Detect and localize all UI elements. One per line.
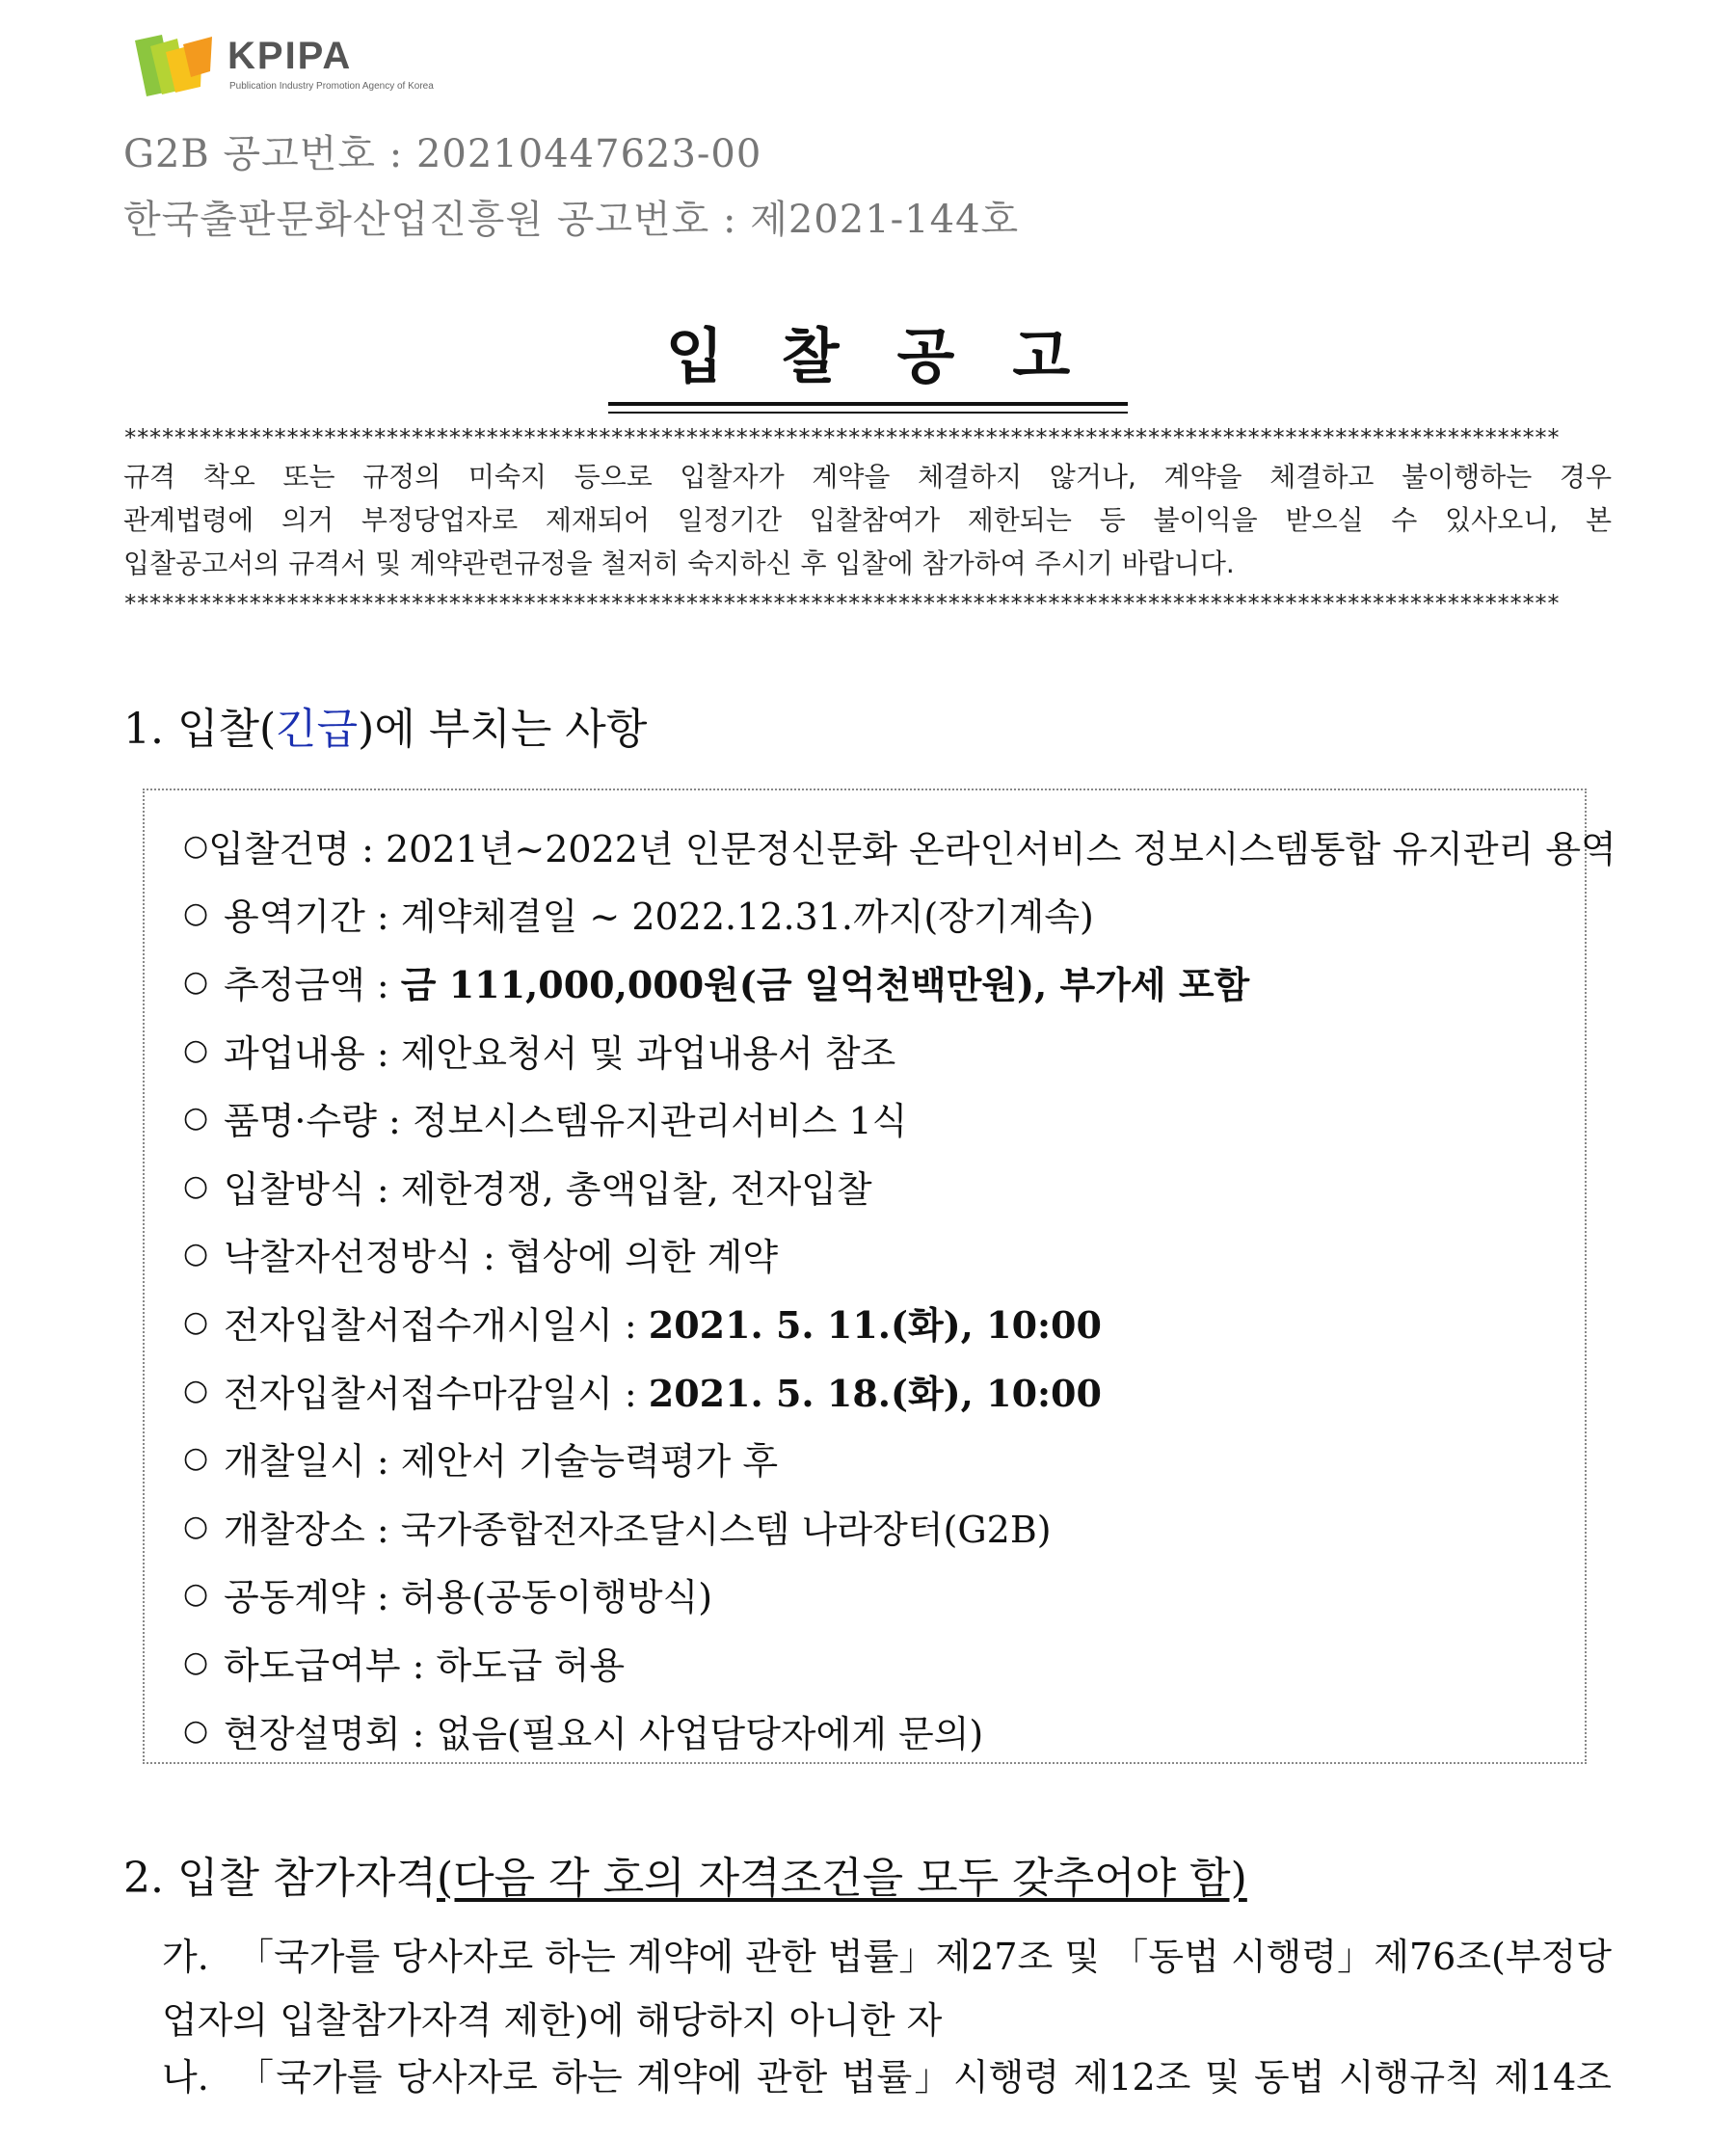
section-heading-prefix: 1. 입찰( [123, 705, 277, 754]
list-item [183, 1492, 1565, 1561]
bullet-icon: ○ [183, 1644, 209, 1679]
item-text: 현장설명회 : 없음(필요시 사업담당자에게 문의) [224, 1712, 984, 1755]
section-heading-1 [123, 694, 647, 756]
bullet-icon: ○ [183, 1168, 209, 1203]
list-item [162, 1923, 1612, 1991]
bullet-icon: ○ [183, 1032, 209, 1067]
bullet-icon: ○ [183, 1577, 209, 1612]
item-text: 「국가를 당사자로 하는 계약에 관한 법률」제27조 및 「동법 시행령」제76조(부정당 [237, 1936, 1612, 1978]
bullet-icon: ○ [183, 1509, 209, 1543]
item-text-continued: 업자의 입찰참가자격 제한)에 해당하지 아니한 자 [162, 1999, 943, 2042]
section-heading-prefix: 2. 입찰 참가자격 [123, 1854, 437, 1903]
item-text: 하도급여부 : 하도급 허용 [224, 1644, 626, 1687]
list-item [183, 948, 1565, 1016]
item-text: 「국가를 당사자로 하는 계약에 관한 법률」시행령 제12조 및 동법 시행규칙 제14조 [237, 2056, 1612, 2099]
list-item [183, 1152, 1565, 1220]
item-text: 용역기간 : 계약체결일 ~ 2022.12.31.까지(장기계속) [224, 896, 1094, 939]
list-item [162, 2044, 1612, 2111]
notice-line: 규격 착오 또는 규정의 미숙지 등으로 입찰자가 계약을 체결하지 않거나, 계약을 체결하고 불이행하는 경우 [123, 461, 1612, 493]
urgent-label: 긴급 [276, 705, 359, 754]
logo-subtitle: Publication Industry Promotion Agency of Korea [229, 81, 434, 92]
bid-details-box [143, 789, 1616, 1764]
item-text: 개찰장소 : 국가종합전자조달시스템 나라장터(G2B) [224, 1508, 1052, 1551]
qualification-condition: (다음 각 호의 자격조건을 모두 갖추어야 함) [436, 1854, 1247, 1903]
item-label: 전자입찰서접수마감일시 : [224, 1372, 649, 1415]
estimated-amount: 금 111,000,000원(금 일억천백만원), 부가세 포함 [400, 962, 1250, 1006]
item-label: 추정금액 : [224, 963, 401, 1006]
bullet-icon: ○ [183, 828, 209, 863]
bid-open-datetime: 2021. 5. 11.(화), 10:00 [648, 1302, 1102, 1347]
bullet-icon: ○ [183, 896, 209, 931]
item-marker: 가. [162, 1936, 209, 1978]
item-marker: 나. [162, 2056, 209, 2099]
g2b-notice-number: G2B 공고번호 : 20210447623-00 [123, 132, 762, 176]
bullet-icon: ○ [183, 1101, 209, 1136]
divider-stars-top: ******************************************************************************************************************* [123, 424, 1560, 451]
bullet-icon: ○ [183, 1304, 209, 1339]
item-text: 공동계약 : 허용(공동이행방식) [224, 1576, 713, 1619]
list-item [183, 1561, 1565, 1629]
list-item [183, 812, 1616, 880]
bullet-icon: ○ [183, 1237, 209, 1271]
list-item [183, 1220, 1565, 1289]
bullet-icon: ○ [183, 964, 209, 999]
item-text: 품명·수량 : 정보시스템유지관리서비스 1식 [224, 1100, 908, 1143]
qualification-list [162, 1923, 1612, 2111]
list-item [183, 1288, 1565, 1356]
bid-close-datetime: 2021. 5. 18.(화), 10:00 [648, 1371, 1102, 1415]
section-heading-2 [123, 1843, 1247, 1905]
item-label: 전자입찰서접수개시일시 : [224, 1303, 649, 1347]
divider-stars-bottom: ******************************************************************************************************************* [123, 590, 1560, 617]
kpipa-logo [133, 33, 461, 100]
list-item [183, 1083, 1565, 1152]
logo-text: KPIPA [227, 35, 353, 77]
notice-line: 관계법령에 의거 부정당업자로 제재되어 일정기간 입찰참여가 제한되는 등 불이익을 받으실 수 있사오니, 본 [123, 504, 1612, 536]
item-text: 입찰방식 : 제한경쟁, 총액입찰, 전자입찰 [224, 1167, 872, 1211]
list-item [183, 1016, 1565, 1084]
list-item [183, 1697, 1565, 1765]
list-item [183, 880, 1565, 949]
item-text: 과업내용 : 제안요청서 및 과업내용서 참조 [224, 1031, 896, 1075]
bid-details-list [183, 812, 1616, 1764]
list-item [183, 1356, 1565, 1425]
bullet-icon: ○ [183, 1373, 209, 1407]
page-title: 입찰공고 [608, 308, 1129, 406]
bid-notice-warning [123, 455, 1612, 585]
agency-notice-number: 한국출판문화산업진흥원 공고번호 : 제2021-144호 [123, 198, 1020, 242]
notice-line: 입찰공고서의 규격서 및 계약관련규정을 철저히 숙지하신 후 입찰에 참가하여 주시기 바랍니다. [123, 548, 1235, 579]
item-text: 낙찰자선정방식 : 협상에 의한 계약 [224, 1236, 779, 1279]
bullet-icon: ○ [183, 1441, 209, 1476]
section-heading-suffix: )에 부치는 사항 [358, 705, 648, 754]
bullet-icon: ○ [183, 1713, 209, 1748]
item-text: 개찰일시 : 제안서 기술능력평가 후 [224, 1440, 779, 1484]
item-text: 입찰건명 : 2021년~2022년 인문정신문화 온라인서비스 정보시스템통합 유지관리 용역 [208, 827, 1616, 870]
list-item [183, 1424, 1565, 1492]
list-item [183, 1628, 1565, 1697]
